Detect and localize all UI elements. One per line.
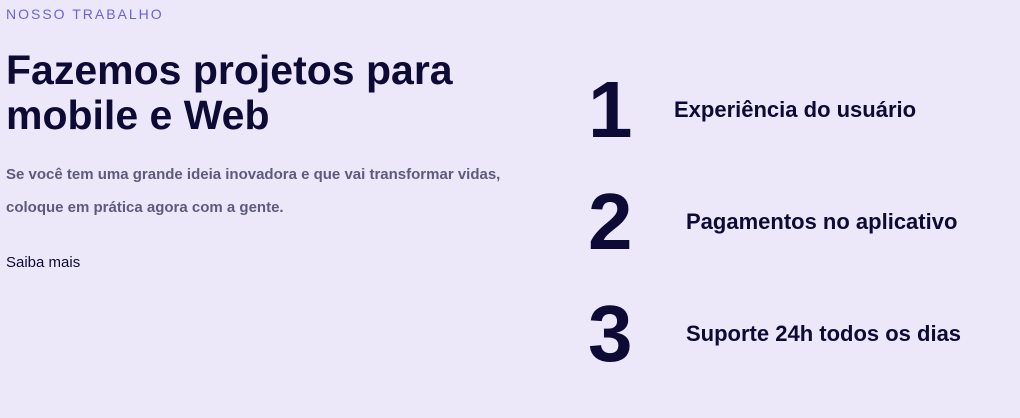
feature-item (588, 177, 958, 266)
saiba-mais-link[interactable]: Saiba mais (6, 254, 81, 271)
feature-item (588, 65, 917, 154)
feature-number: 3 (588, 289, 633, 378)
feature-item (588, 289, 962, 378)
feature-label: Pagamentos no aplicativo (686, 209, 958, 234)
section-title: Fazemos projetos para mobile e Web (6, 47, 453, 138)
feature-number: 1 (588, 65, 633, 154)
feature-number: 2 (588, 177, 633, 266)
section-eyebrow: NOSSO TRABALHO (6, 6, 164, 22)
feature-label: Suporte 24h todos os dias (686, 321, 962, 346)
feature-label: Experiência do usuário (674, 97, 917, 122)
section-description: Se você tem uma grande ideia inovadora e que vai transformar vidas, coloque em prática agora com a gente. (6, 166, 501, 216)
